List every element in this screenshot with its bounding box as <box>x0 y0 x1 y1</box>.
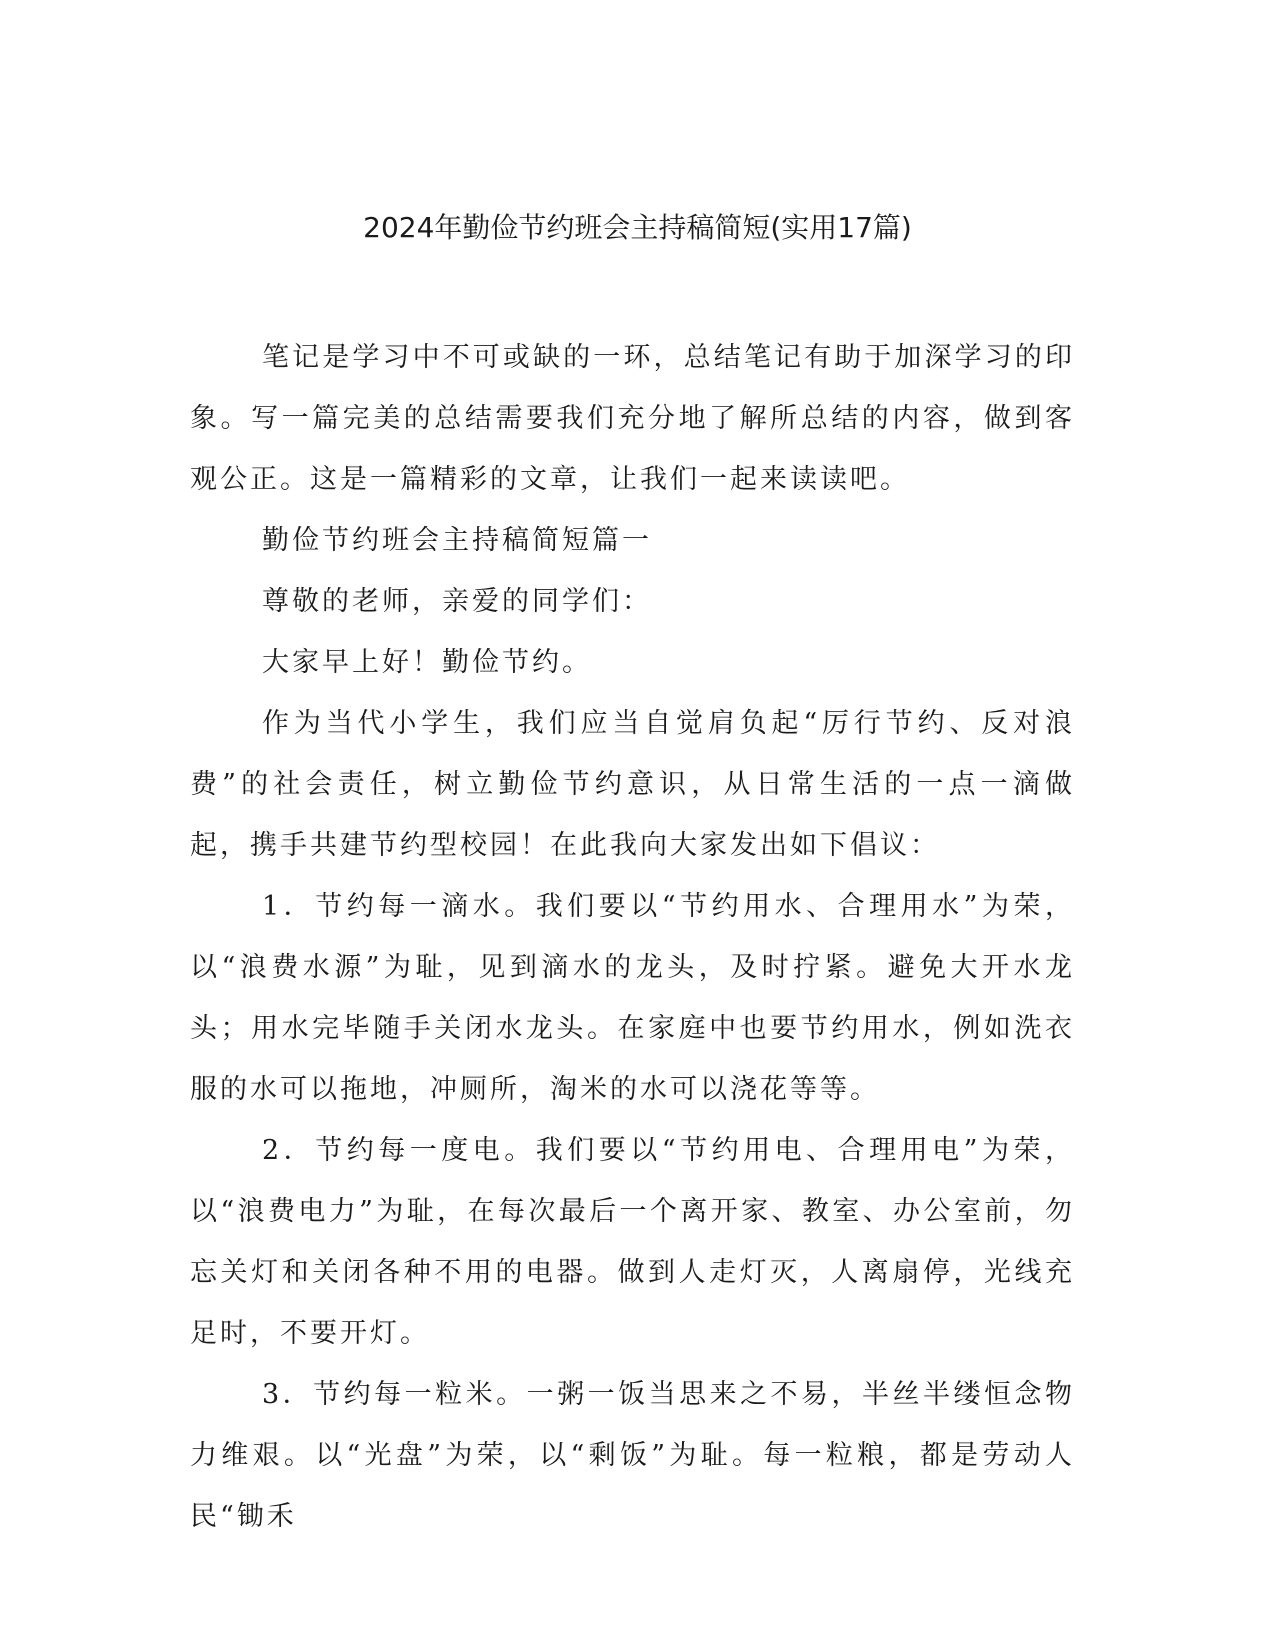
document-title: 2024年勤俭节约班会主持稿简短(实用17篇) <box>363 211 912 244</box>
salutation: 尊敬的老师，亲爱的同学们： <box>262 586 652 617</box>
section-heading: 勤俭节约班会主持稿简短篇一 <box>262 525 652 556</box>
greeting: 大家早上好！勤俭节约。 <box>262 647 592 678</box>
paragraph-item-1: 1．节约每一滴水。我们要以“节约用水、合理用水”为荣，以“浪费水源”为耻，见到滴水的龙头，及时拧紧。避免大开水龙头；用水完毕随手关闭水龙头。在家庭中也要节约用水，例如洗衣服的水可以拖地，冲厕所，淘米的水可以浇花等等。 <box>190 891 1075 1105</box>
paragraph-item-3: 3．节约每一粒米。一粥一饭当思来之不易，半丝半缕恒念物力维艰。以“光盘”为荣，以“剩饭”为耻。每一粒粮，都是劳动人民“锄禾 <box>190 1379 1075 1532</box>
paragraph-proposal: 作为当代小学生，我们应当自觉肩负起“厉行节约、反对浪费”的社会责任，树立勤俭节约意识，从日常生活的一点一滴做起，携手共建节约型校园！在此我向大家发出如下倡议： <box>190 708 1075 861</box>
document-body <box>190 327 1075 1547</box>
paragraph-intro: 笔记是学习中不可或缺的一环，总结笔记有助于加深学习的印象。写一篇完美的总结需要我们充分地了解所总结的内容，做到客观公正。这是一篇精彩的文章，让我们一起来读读吧。 <box>190 342 1075 495</box>
paragraph-item-2: 2．节约每一度电。我们要以“节约用电、合理用电”为荣，以“浪费电力”为耻，在每次最后一个离开家、教室、办公室前，勿忘关灯和关闭各种不用的电器。做到人走灯灭，人离扇停，光线充足时，不要开灯。 <box>190 1135 1075 1349</box>
